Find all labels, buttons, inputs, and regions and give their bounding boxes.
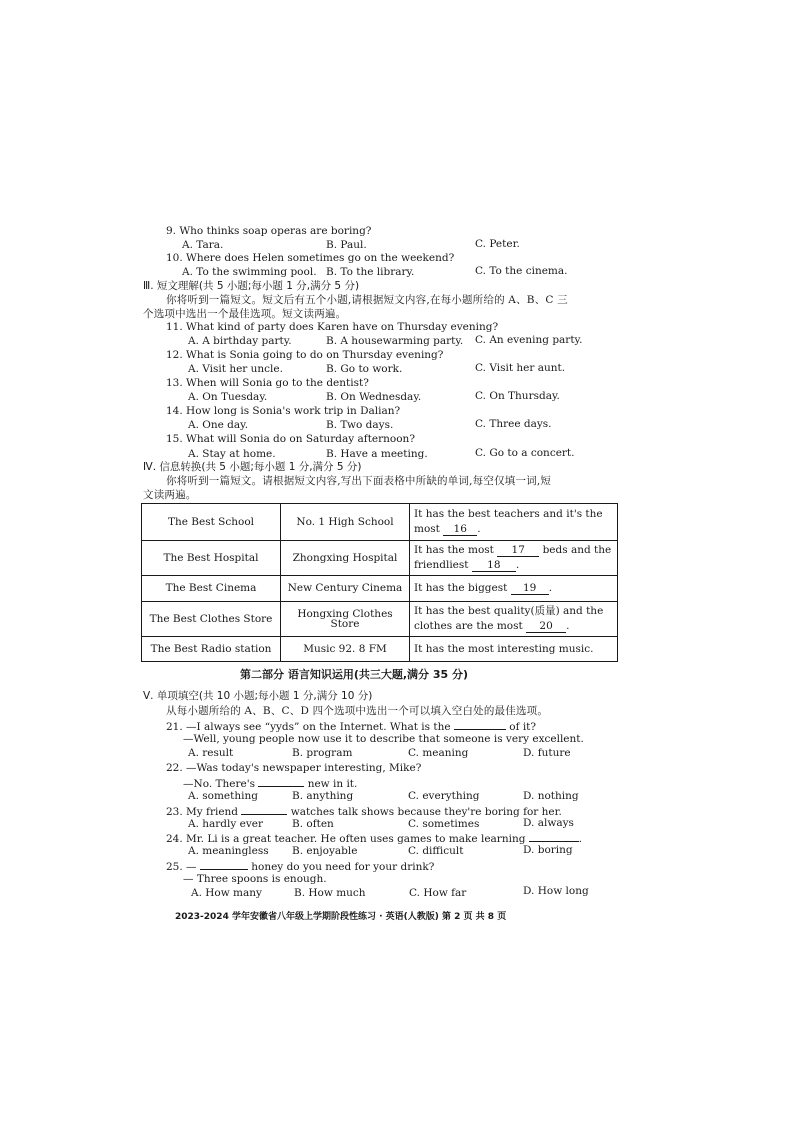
category-cell: The Best Clothes Store: [142, 602, 281, 637]
section-5-directions: 从每小题所给的 A、B、C、D 四个选项中选出一个可以填入空白处的最佳选项。: [166, 705, 549, 717]
table-row: [142, 541, 618, 576]
question-12-option-a[interactable]: A. Visit her uncle.: [188, 363, 283, 375]
answer-blank[interactable]: [454, 720, 506, 730]
name-cell: Music 92. 8 FM: [281, 637, 410, 662]
question-25-option-b[interactable]: B. How much: [294, 887, 366, 899]
question-15-option-c[interactable]: C. Go to a concert.: [475, 447, 575, 459]
description-line: It has the best teachers and it's the: [414, 508, 603, 520]
answer-blank-16[interactable]: 16: [443, 524, 477, 536]
information-table: [141, 503, 618, 662]
question-13-option-c[interactable]: C. On Thursday.: [475, 390, 560, 402]
question-24-option-b[interactable]: B. enjoyable: [292, 845, 358, 857]
description-line: clothes are the most: [414, 620, 523, 632]
question-21-option-c[interactable]: C. meaning: [408, 747, 469, 759]
section-3-title: Ⅲ. 短文理解(共 5 小题;每小题 1 分,满分 5 分): [143, 280, 360, 292]
answer-blank-18[interactable]: 18: [472, 560, 516, 572]
question-23-option-a[interactable]: A. hardly ever: [188, 818, 264, 830]
question-25-option-d[interactable]: D. How long: [523, 885, 589, 897]
question-9-option-a[interactable]: A. Tara.: [182, 239, 224, 251]
name-cell: Hongxing Clothes Store: [281, 602, 410, 637]
category-cell: The Best Hospital: [142, 541, 281, 576]
question-24-option-d[interactable]: D. boring: [523, 844, 573, 856]
category-cell: The Best Cinema: [142, 576, 281, 602]
question-22-line-1: 22. —Was today's newspaper interesting, Mike?: [166, 762, 422, 774]
question-23-option-b[interactable]: B. often: [292, 818, 334, 830]
question-22-option-b[interactable]: B. anything: [292, 790, 354, 802]
question-25-line-1: 25. — honey do you need for your drink?: [166, 861, 435, 873]
answer-blank[interactable]: [258, 777, 304, 787]
section-4-title: Ⅳ. 信息转换(共 5 小题;每小题 1 分,满分 5 分): [143, 461, 362, 473]
question-9-stem: 9. Who thinks soap operas are boring?: [166, 225, 372, 237]
category-cell: The Best School: [142, 504, 281, 541]
answer-blank-17[interactable]: 17: [497, 545, 539, 557]
question-13-option-b[interactable]: B. On Wednesday.: [326, 391, 422, 403]
question-23-option-d[interactable]: D. always: [523, 817, 574, 829]
name-cell: New Century Cinema: [281, 576, 410, 602]
table-row: [142, 602, 618, 637]
section-3-directions-line-1: 你将听到一篇短文。短文后有五个小题,请根据短文内容,在每小题所给的 A、B、C 三: [166, 294, 568, 306]
question-15-option-b[interactable]: B. Have a meeting.: [326, 448, 428, 460]
period: .: [566, 620, 570, 632]
question-10-option-c[interactable]: C. To the cinema.: [475, 265, 568, 277]
table-row: [142, 576, 618, 602]
question-10-option-a[interactable]: A. To the swimming pool.: [182, 266, 317, 278]
answer-blank[interactable]: [529, 832, 579, 842]
question-13-option-a[interactable]: A. On Tuesday.: [188, 391, 268, 403]
question-15-option-a[interactable]: A. Stay at home.: [188, 448, 276, 460]
question-21-line-1: 21. —I always see “yyds” on the Internet. What is the of it?: [166, 721, 537, 733]
answer-blank[interactable]: [200, 860, 248, 870]
question-21-option-b[interactable]: B. program: [292, 747, 353, 759]
name-cell: No. 1 High School: [281, 504, 410, 541]
period: .: [548, 582, 553, 594]
section-3-directions-line-2: 个选项中选出一个最佳选项。短文读两遍。: [143, 308, 347, 320]
question-24-option-a[interactable]: A. meaningless: [188, 845, 269, 857]
question-22-option-d[interactable]: D. nothing: [523, 790, 579, 802]
question-25-option-c[interactable]: C. How far: [409, 887, 467, 899]
question-23-line-1: 23. My friend watches talk shows because they're boring for her.: [166, 806, 562, 818]
answer-blank-20[interactable]: 20: [526, 621, 566, 633]
question-12-option-c[interactable]: C. Visit her aunt.: [475, 362, 566, 374]
question-11-option-a[interactable]: A. A birthday party.: [188, 335, 292, 347]
question-15-stem: 15. What will Sonia do on Saturday afternoon?: [166, 433, 415, 445]
description-line: It has the most: [414, 544, 494, 556]
section-5-title: Ⅴ. 单项填空(共 10 小题;每小题 1 分,满分 10 分): [143, 690, 373, 702]
question-21-option-d[interactable]: D. future: [523, 747, 571, 759]
description-cell: [410, 541, 618, 576]
table-row: [142, 504, 618, 541]
description-line: It has the best quality(质量) and the: [414, 605, 604, 617]
question-9-option-c[interactable]: C. Peter.: [475, 238, 520, 250]
question-22-option-a[interactable]: A. something: [188, 790, 258, 802]
question-12-option-b[interactable]: B. Go to work.: [326, 363, 403, 375]
question-25-option-a[interactable]: A. How many: [191, 887, 262, 899]
answer-blank-19[interactable]: 19: [511, 583, 549, 595]
question-25-line-2: — Three spoons is enough.: [183, 873, 327, 885]
question-12-stem: 12. What is Sonia going to do on Thursday evening?: [166, 349, 444, 361]
category-cell: The Best Radio station: [142, 637, 281, 662]
question-21-option-a[interactable]: A. result: [188, 747, 234, 759]
section-4-directions-line-2: 文读两遍。: [143, 489, 197, 501]
period: .: [515, 559, 520, 571]
question-14-option-b[interactable]: B. Two days.: [326, 419, 394, 431]
question-11-stem: 11. What kind of party does Karen have on Thursday evening?: [166, 321, 499, 333]
question-24-option-c[interactable]: C. difficult: [408, 845, 464, 857]
name-cell: Zhongxing Hospital: [281, 541, 410, 576]
description-line: It has the biggest: [414, 582, 508, 594]
answer-blank[interactable]: [241, 805, 287, 815]
table-row: [142, 637, 618, 662]
question-11-option-c[interactable]: C. An evening party.: [475, 334, 583, 346]
question-10-stem: 10. Where does Helen sometimes go on the weekend?: [166, 252, 455, 264]
part-2-title: 第二部分 语言知识运用(共三大题,满分 35 分): [240, 668, 469, 681]
question-13-stem: 13. When will Sonia go to the dentist?: [166, 377, 369, 389]
question-22-option-c[interactable]: C. everything: [408, 790, 480, 802]
page-footer: 2023-2024 学年安徽省八年级上学期阶段性练习 · 英语(人教版) 第 2 页 共 8 页: [175, 912, 507, 922]
description-line: friendliest: [414, 559, 469, 571]
question-24-line-1: 24. Mr. Li is a great teacher. He often uses games to make learning .: [166, 833, 583, 845]
question-14-stem: 14. How long is Sonia's work trip in Dalian?: [166, 405, 401, 417]
description-line: most: [414, 523, 440, 535]
question-21-line-2: —Well, young people now use it to describe that someone is very excellent.: [183, 733, 584, 745]
question-14-option-c[interactable]: C. Three days.: [475, 418, 552, 430]
question-14-option-a[interactable]: A. One day.: [188, 419, 249, 431]
description-line: It has the most interesting music.: [414, 642, 594, 655]
section-4-directions-line-1: 你将听到一篇短文。请根据短文内容,写出下面表格中所缺的单词,每空仅填一词,短: [166, 475, 552, 487]
question-10-option-b[interactable]: B. To the library.: [326, 266, 415, 278]
question-22-line-2: —No. There's new in it.: [183, 778, 358, 790]
description-cell: [410, 637, 618, 662]
description-cell: [410, 576, 618, 602]
period: .: [477, 523, 481, 535]
question-11-option-b[interactable]: B. A housewarming party.: [326, 335, 464, 347]
question-23-option-c[interactable]: C. sometimes: [408, 818, 480, 830]
question-9-option-b[interactable]: B. Paul.: [326, 239, 367, 251]
description-line: beds and the: [542, 544, 612, 556]
description-cell: [410, 602, 618, 637]
description-cell: [410, 504, 618, 541]
